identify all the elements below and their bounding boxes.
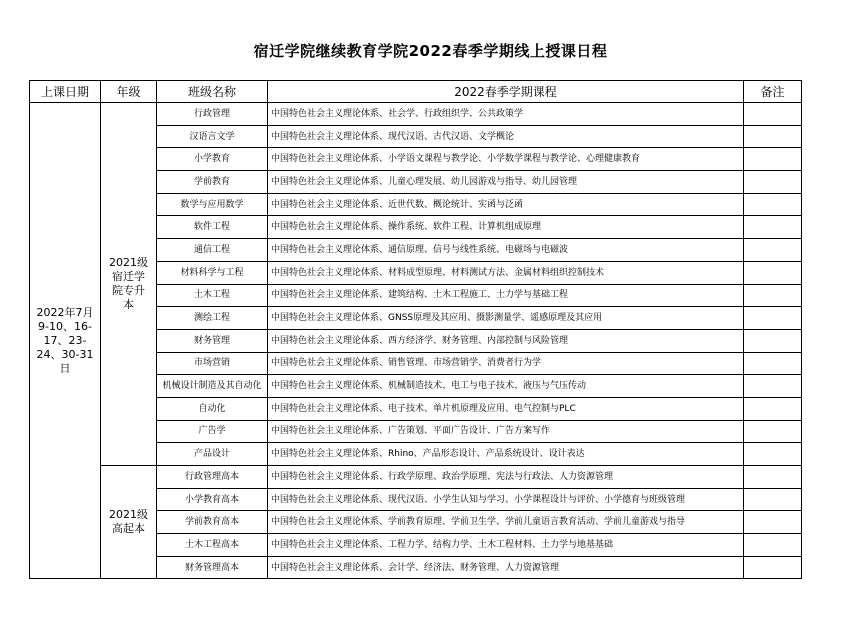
class-name-cell: 通信工程 <box>157 239 268 262</box>
remark-cell <box>744 193 802 216</box>
course-cell: 中国特色社会主义理论体系、儿童心理发展、幼儿园游戏与指导、幼儿园管理 <box>268 171 744 194</box>
class-name-cell: 材料科学与工程 <box>157 261 268 284</box>
course-cell: 中国特色社会主义理论体系、通信原理、信号与线性系统、电磁场与电磁波 <box>268 239 744 262</box>
class-name-cell: 测绘工程 <box>157 307 268 330</box>
class-name-cell: 广告学 <box>157 420 268 443</box>
remark-cell <box>744 397 802 420</box>
class-name-cell: 市场营销 <box>157 352 268 375</box>
table-header-row <box>30 81 802 103</box>
class-name-cell: 行政管理 <box>157 103 268 126</box>
remark-cell <box>744 511 802 534</box>
remark-cell <box>744 329 802 352</box>
remark-cell <box>744 375 802 398</box>
header-course: 2022春季学期课程 <box>268 81 744 103</box>
remark-cell <box>744 466 802 489</box>
course-cell: 中国特色社会主义理论体系、Rhino、产品形态设计、产品系统设计、设计表达 <box>268 443 744 466</box>
table-row <box>30 466 802 489</box>
class-name-cell: 数学与应用数学 <box>157 193 268 216</box>
class-name-cell: 财务管理高本 <box>157 556 268 579</box>
remark-cell <box>744 125 802 148</box>
remark-cell <box>744 352 802 375</box>
class-name-cell: 土木工程高本 <box>157 534 268 557</box>
remark-cell <box>744 261 802 284</box>
course-cell: 中国特色社会主义理论体系、广告策划、平面广告设计、广告方案写作 <box>268 420 744 443</box>
table-row <box>30 103 802 126</box>
remark-cell <box>744 284 802 307</box>
class-name-cell: 机械设计制造及其自动化 <box>157 375 268 398</box>
course-cell: 中国特色社会主义理论体系、操作系统、软件工程、计算机组成原理 <box>268 216 744 239</box>
course-cell: 中国特色社会主义理论体系、西方经济学、财务管理、内部控制与风险管理 <box>268 329 744 352</box>
remark-cell <box>744 443 802 466</box>
class-name-cell: 自动化 <box>157 397 268 420</box>
class-name-cell: 产品设计 <box>157 443 268 466</box>
class-name-cell: 汉语言文学 <box>157 125 268 148</box>
course-cell: 中国特色社会主义理论体系、行政学原理、政治学原理、宪法与行政法、人力资源管理 <box>268 466 744 489</box>
remark-cell <box>744 420 802 443</box>
remark-cell <box>744 103 802 126</box>
class-name-cell: 土木工程 <box>157 284 268 307</box>
course-cell: 中国特色社会主义理论体系、建筑结构、土木工程施工、土力学与基础工程 <box>268 284 744 307</box>
remark-cell <box>744 216 802 239</box>
grade-cell: 2021级宿迁学院专升本 <box>101 103 157 466</box>
course-cell: 中国特色社会主义理论体系、现代汉语、小学生认知与学习、小学课程设计与评价、小学德育与班级管理 <box>268 488 744 511</box>
course-cell: 中国特色社会主义理论体系、社会学、行政组织学、公共政策学 <box>268 103 744 126</box>
course-cell: 中国特色社会主义理论体系、机械制造技术、电工与电子技术、液压与气压传动 <box>268 375 744 398</box>
header-remark: 备注 <box>744 81 802 103</box>
class-name-cell: 小学教育高本 <box>157 488 268 511</box>
course-cell: 中国特色社会主义理论体系、电子技术、单片机原理及应用、电气控制与PLC <box>268 397 744 420</box>
class-name-cell: 财务管理 <box>157 329 268 352</box>
schedule-table <box>29 80 802 579</box>
table-body <box>30 103 802 579</box>
course-cell: 中国特色社会主义理论体系、销售管理、市场营销学、消费者行为学 <box>268 352 744 375</box>
course-cell: 中国特色社会主义理论体系、学前教育原理、学前卫生学、学前儿童语言教育活动、学前儿童游戏与指导 <box>268 511 744 534</box>
grade-cell: 2021级高起本 <box>101 466 157 579</box>
course-cell: 中国特色社会主义理论体系、材料成型原理、材料测试方法、金属材料组织控制技术 <box>268 261 744 284</box>
remark-cell <box>744 488 802 511</box>
course-cell: 中国特色社会主义理论体系、工程力学、结构力学、土木工程材料、土力学与地基基础 <box>268 534 744 557</box>
header-date: 上课日期 <box>30 81 101 103</box>
course-cell: 中国特色社会主义理论体系、近世代数、概论统计、实函与泛函 <box>268 193 744 216</box>
page-title: 宿迁学院继续教育学院2022春季学期线上授课日程 <box>253 42 608 60</box>
course-cell: 中国特色社会主义理论体系、GNSS原理及其应用、摄影测量学、遥感原理及其应用 <box>268 307 744 330</box>
date-cell: 2022年7月9-10、16-17、23-24、30-31日 <box>30 103 101 579</box>
remark-cell <box>744 171 802 194</box>
class-name-cell: 小学教育 <box>157 148 268 171</box>
remark-cell <box>744 534 802 557</box>
header-grade: 年级 <box>101 81 157 103</box>
remark-cell <box>744 556 802 579</box>
remark-cell <box>744 148 802 171</box>
class-name-cell: 学前教育 <box>157 171 268 194</box>
remark-cell <box>744 239 802 262</box>
class-name-cell: 行政管理高本 <box>157 466 268 489</box>
course-cell: 中国特色社会主义理论体系、小学语文课程与教学论、小学数学课程与教学论、心理健康教育 <box>268 148 744 171</box>
class-name-cell: 软件工程 <box>157 216 268 239</box>
course-cell: 中国特色社会主义理论体系、现代汉语、古代汉语、文学概论 <box>268 125 744 148</box>
course-cell: 中国特色社会主义理论体系、会计学、经济法、财务管理、人力资源管理 <box>268 556 744 579</box>
class-name-cell: 学前教育高本 <box>157 511 268 534</box>
header-class-name: 班级名称 <box>157 81 268 103</box>
remark-cell <box>744 307 802 330</box>
